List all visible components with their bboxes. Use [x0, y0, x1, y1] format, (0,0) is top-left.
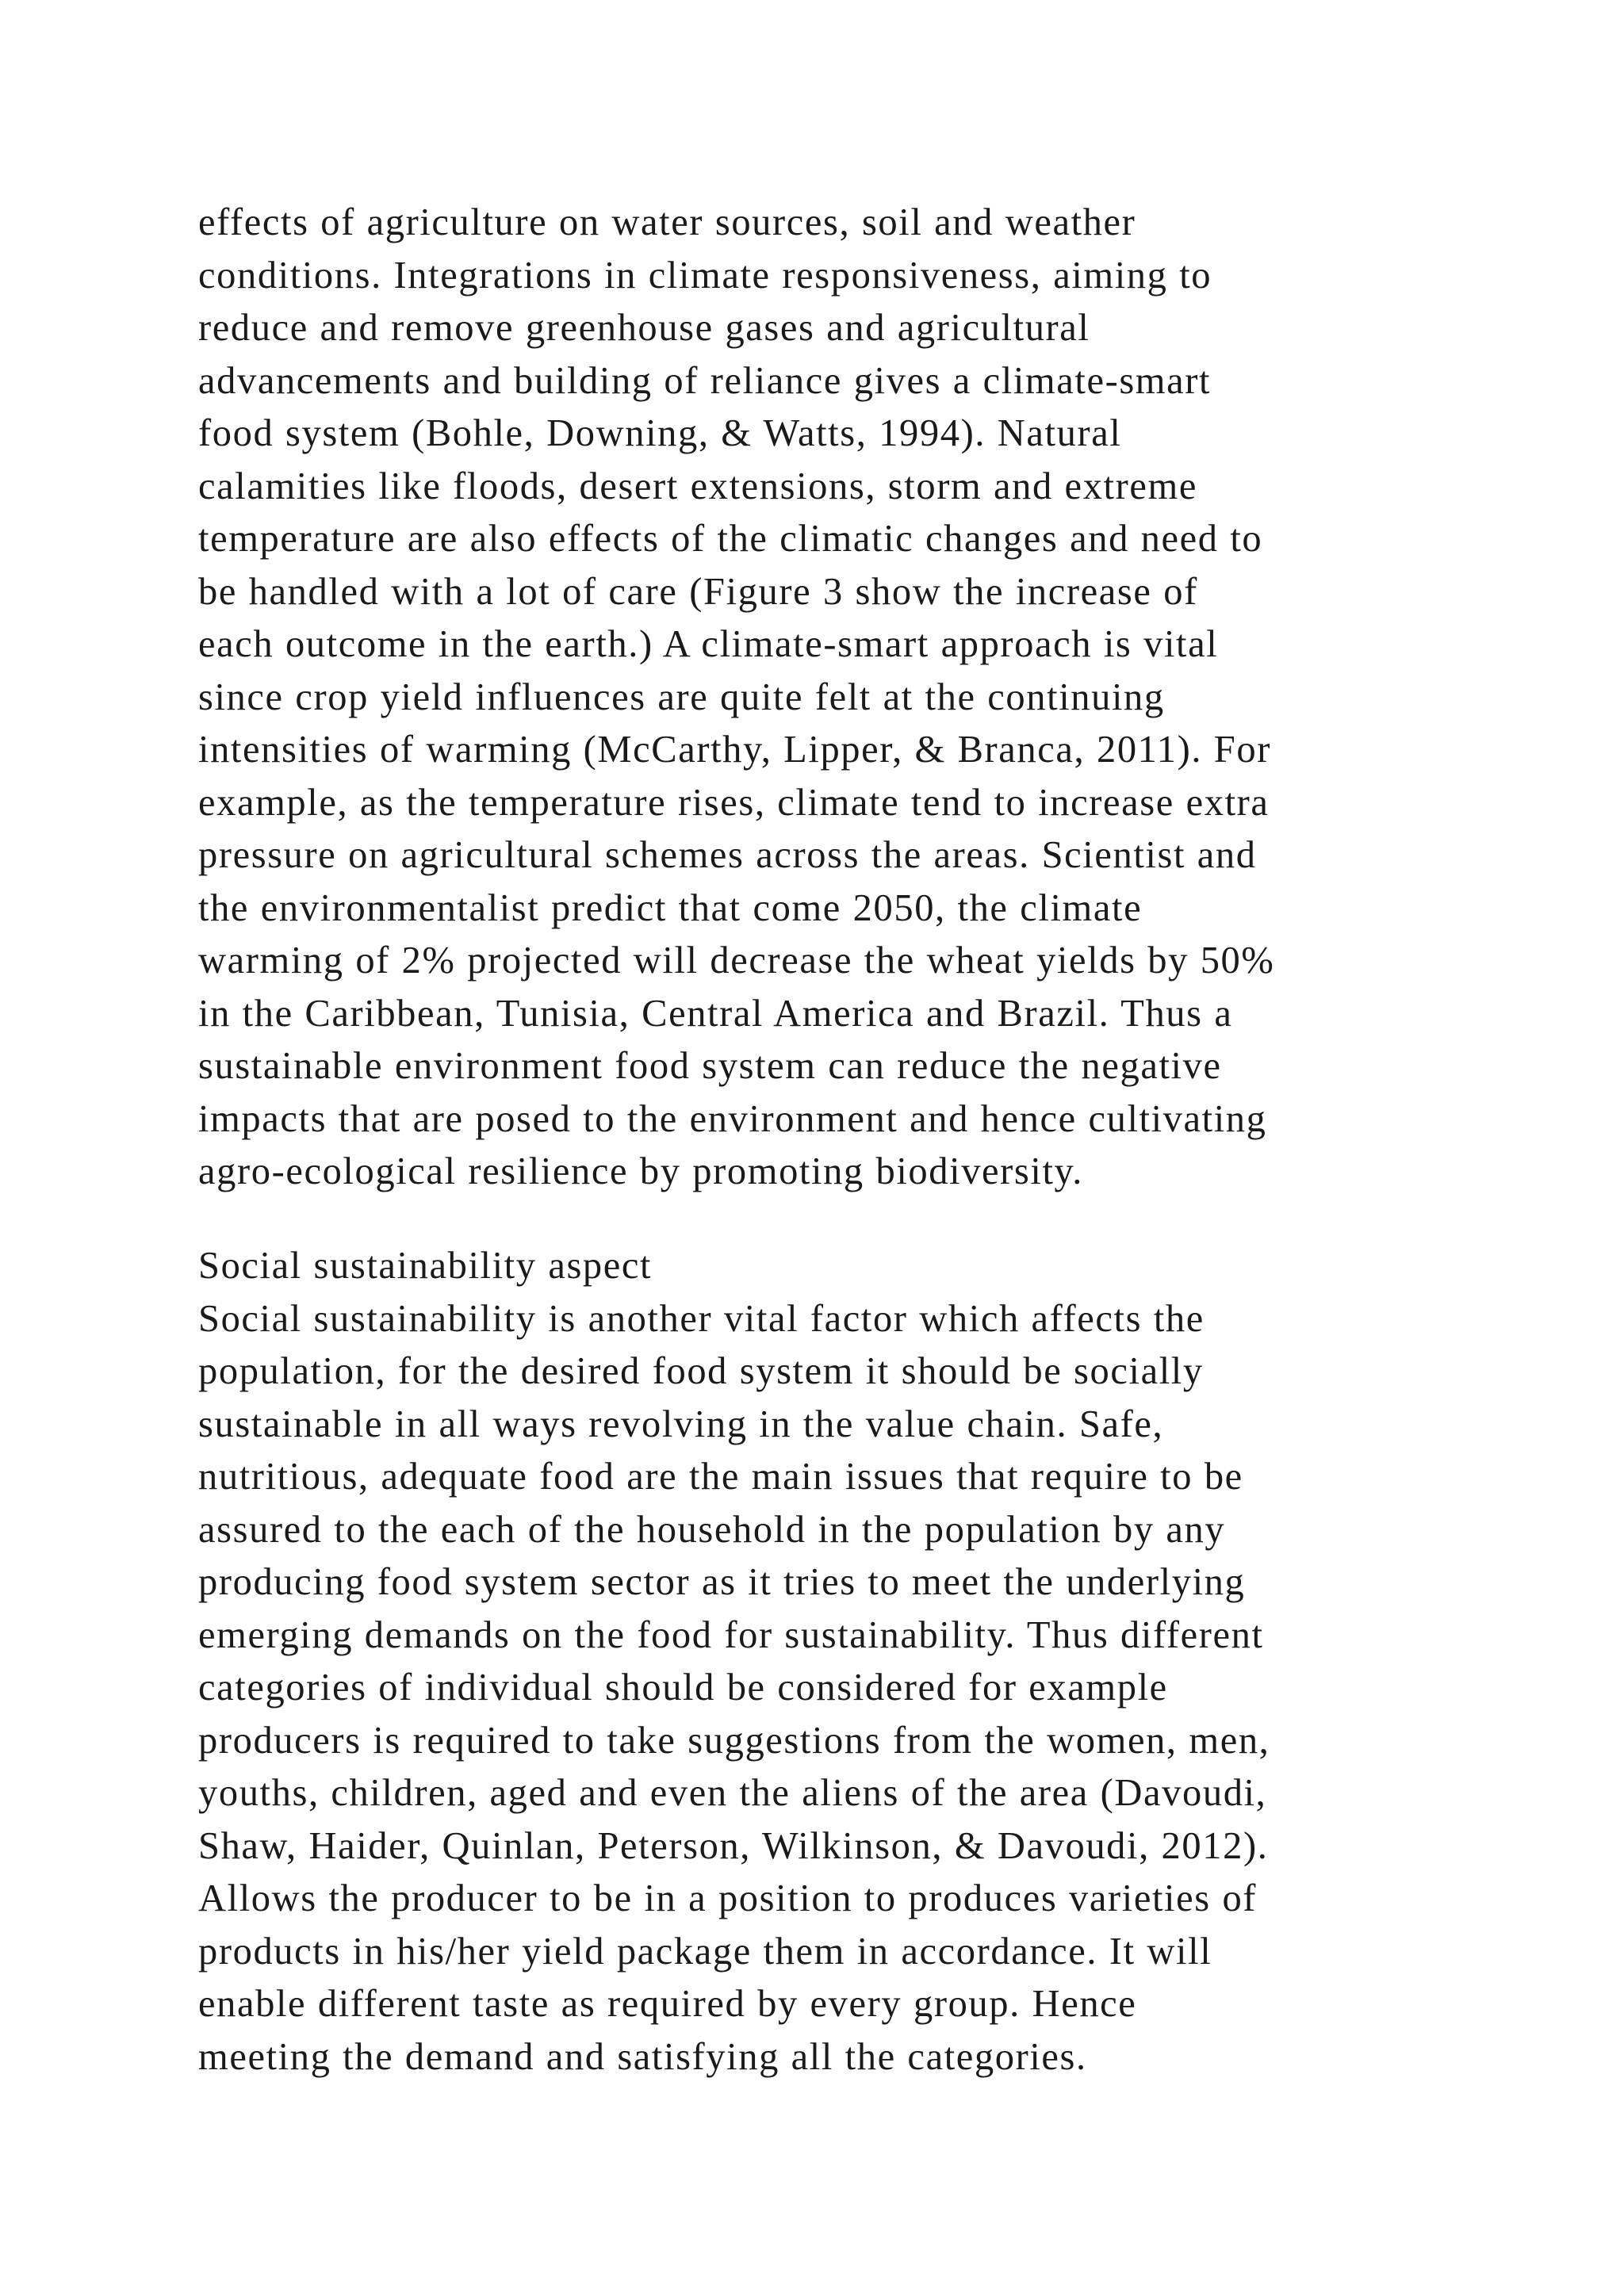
- section-social-sustainability: [198, 1240, 1499, 2084]
- text-line: nutritious, adequate food are the main issues that require to be: [198, 1456, 1243, 1498]
- text-line: in the Caribbean, Tunisia, Central America and Brazil. Thus a: [198, 992, 1233, 1035]
- text-line: Social sustainability is another vital factor which affects the: [198, 1297, 1205, 1340]
- text-line: warming of 2% projected will decrease the wheat yields by 50%: [198, 939, 1275, 982]
- text-line: calamities like floods, desert extensions, storm and extreme: [198, 465, 1197, 507]
- text-line: population, for the desired food system it should be socially: [198, 1350, 1204, 1392]
- text-line: impacts that are posed to the environment and hence cultivating: [198, 1097, 1267, 1140]
- text-line: reduce and remove greenhouse gases and agricultural: [198, 307, 1090, 349]
- text-line: advancements and building of reliance gives a climate-smart: [198, 359, 1212, 402]
- text-line: example, as the temperature rises, climate tend to increase extra: [198, 781, 1270, 824]
- text-line: Allows the producer to be in a position to produces varieties of: [198, 1877, 1258, 1919]
- text-line: meeting the demand and satisfying all the categories.: [198, 2035, 1087, 2078]
- text-line: emerging demands on the food for sustainability. Thus different: [198, 1613, 1264, 1656]
- text-line: categories of individual should be considered for example: [198, 1667, 1168, 1709]
- text-line: producers is required to take suggestions from the women, men,: [198, 1719, 1270, 1762]
- text-line: enable different taste as required by every group. Hence: [198, 1983, 1137, 2025]
- text-line: pressure on agricultural schemes across the areas. Scientist and: [198, 834, 1257, 876]
- text-line: each outcome in the earth.) A climate-smart approach is vital: [198, 623, 1219, 665]
- text-line: assured to the each of the household in the population by any: [198, 1508, 1226, 1551]
- text-line: temperature are also effects of the climatic changes and need to: [198, 518, 1263, 560]
- text-line: agro-ecological resilience by promoting biodiversity.: [198, 1150, 1083, 1192]
- text-line: conditions. Integrations in climate responsiveness, aiming to: [198, 254, 1212, 297]
- text-line: be handled with a lot of care (Figure 3 show the increase of: [198, 570, 1198, 613]
- text-line: producing food system sector as it tries to meet the underlying: [198, 1561, 1246, 1603]
- text-line: sustainable in all ways revolving in the value chain. Safe,: [198, 1402, 1164, 1445]
- text-line: sustainable environment food system can reduce the negative: [198, 1045, 1222, 1087]
- text-line: Shaw, Haider, Quinlan, Peterson, Wilkinson, & Davoudi, 2012).: [198, 1824, 1269, 1867]
- text-line: effects of agriculture on water sources, soil and weather: [198, 201, 1136, 243]
- text-line: youths, children, aged and even the aliens of the area (Davoudi,: [198, 1772, 1267, 1814]
- paragraph-environmental-effects: [198, 197, 1499, 1199]
- text-line: food system (Bohle, Downing, & Watts, 1994). Natural: [198, 412, 1122, 454]
- section-heading: Social sustainability aspect: [198, 1245, 653, 1287]
- text-line: since crop yield influences are quite felt at the continuing: [198, 675, 1165, 718]
- text-line: products in his/her yield package them in accordance. It will: [198, 1930, 1212, 1973]
- text-line: intensities of warming (McCarthy, Lipper, & Branca, 2011). For: [198, 729, 1271, 771]
- text-line: the environmentalist predict that come 2050, the climate: [198, 886, 1143, 929]
